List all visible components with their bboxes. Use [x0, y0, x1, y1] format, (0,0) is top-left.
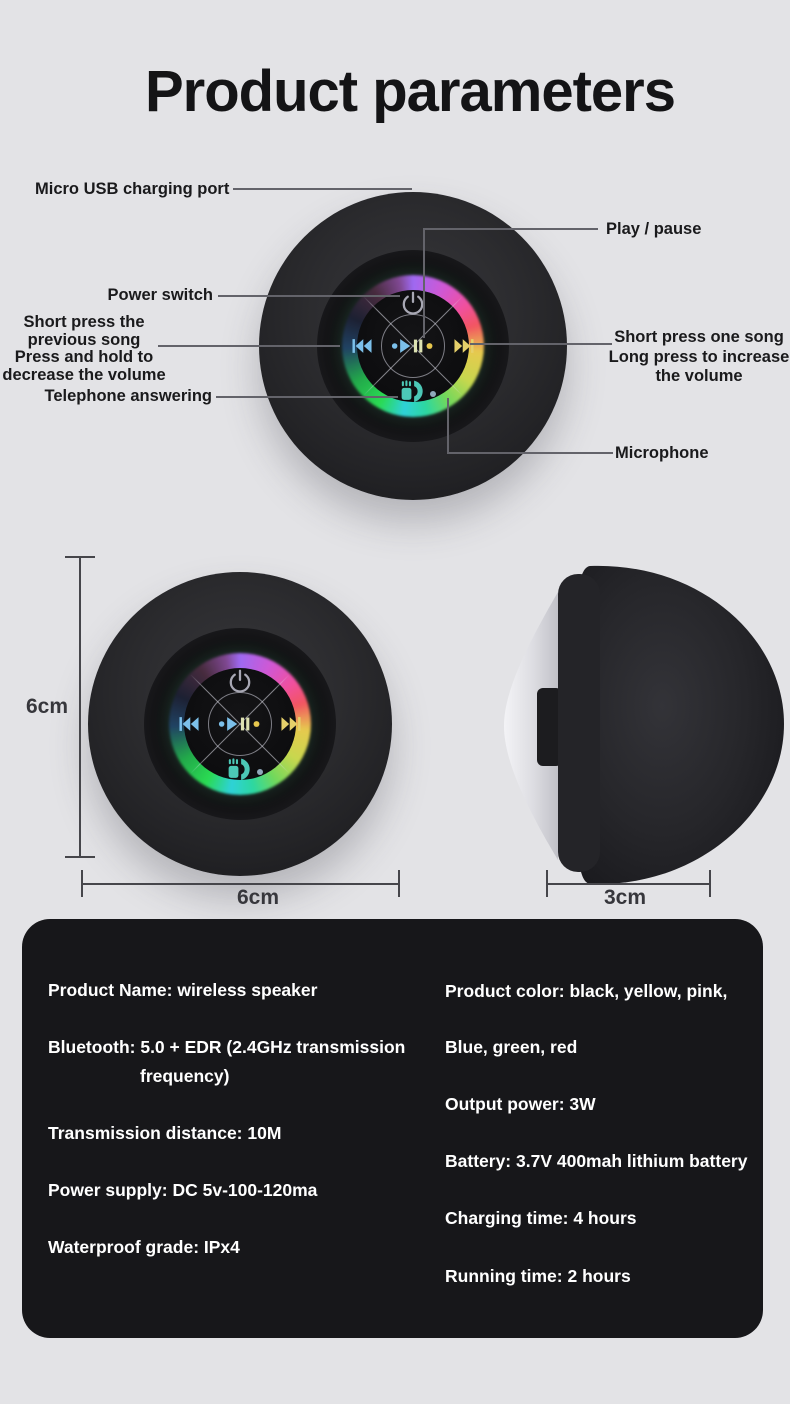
callout-line-telephone	[216, 396, 398, 398]
dimension-line-height	[79, 557, 81, 857]
previous-track-icon	[348, 335, 376, 357]
label-microphone: Microphone	[615, 444, 709, 462]
telephone-answer-icon	[399, 379, 424, 404]
label-micro-usb-port: Micro USB charging port	[35, 180, 230, 198]
dimension-cap	[65, 556, 95, 558]
label-power-switch: Power switch	[107, 286, 213, 304]
spec-battery: Battery: 3.7V 400mah lithium battery	[445, 1151, 748, 1171]
spec-product-name: Product Name: wireless speaker	[48, 980, 318, 1000]
play-pause-icon	[218, 713, 262, 735]
previous-track-icon	[175, 713, 203, 735]
callout-line-next	[470, 343, 612, 345]
callout-line-micro-usb	[233, 188, 412, 190]
spec-running-time: Running time: 2 hours	[445, 1266, 631, 1286]
label-next-song-volume-up: Short press one song Long press to increase the volume	[608, 328, 790, 386]
dimension-line-depth	[546, 883, 711, 885]
speaker-front-rim	[558, 574, 600, 872]
speaker-side-view	[490, 552, 790, 892]
microphone-hole	[430, 391, 436, 397]
label-previous-song-volume-down: Short press the previous song Press and hold to decrease the volume	[2, 313, 166, 385]
spec-power-supply: Power supply: DC 5v-100-120ma	[48, 1180, 318, 1200]
play-pause-icon	[391, 335, 435, 357]
dimension-label-height: 6cm	[26, 695, 69, 718]
speaker-body-side	[574, 566, 784, 884]
label-play-pause: Play / pause	[606, 220, 702, 238]
spec-bluetooth: Bluetooth: 5.0 + EDR (2.4GHz transmission frequency)	[48, 1037, 406, 1086]
dimension-cap	[546, 870, 548, 897]
spec-product-color: Product color: black, yellow, pink,	[445, 981, 728, 1001]
dimension-cap	[709, 870, 711, 897]
callout-line-microphone-h	[447, 452, 613, 454]
dimension-label-depth: 3cm	[603, 886, 647, 909]
dimension-cap	[398, 870, 400, 897]
dimension-cap	[65, 856, 95, 858]
label-telephone-answering: Telephone answering	[44, 387, 212, 405]
dimension-label-width: 6cm	[236, 886, 280, 909]
dimension-line-width	[81, 883, 400, 885]
spec-product-color-2: Blue, green, red	[445, 1037, 578, 1057]
spec-waterproof-grade: Waterproof grade: IPx4	[48, 1237, 240, 1257]
next-track-icon	[450, 335, 478, 357]
spec-output-power: Output power: 3W	[445, 1094, 596, 1114]
callout-line-play-pause-v	[423, 228, 425, 338]
callout-line-power	[218, 295, 400, 297]
spec-charging-time: Charging time: 4 hours	[445, 1208, 637, 1228]
speaker-front-view	[88, 572, 392, 876]
spec-transmission-distance: Transmission distance: 10M	[48, 1123, 282, 1143]
callout-line-microphone-v	[447, 398, 449, 454]
callout-line-play-pause-h	[423, 228, 598, 230]
callout-line-previous	[158, 345, 340, 347]
telephone-answer-icon	[226, 757, 251, 782]
dimension-cap	[81, 870, 83, 897]
page-title: Product parameters	[145, 59, 675, 124]
microphone-hole	[257, 769, 263, 775]
next-track-icon	[277, 713, 305, 735]
power-icon	[227, 668, 253, 694]
